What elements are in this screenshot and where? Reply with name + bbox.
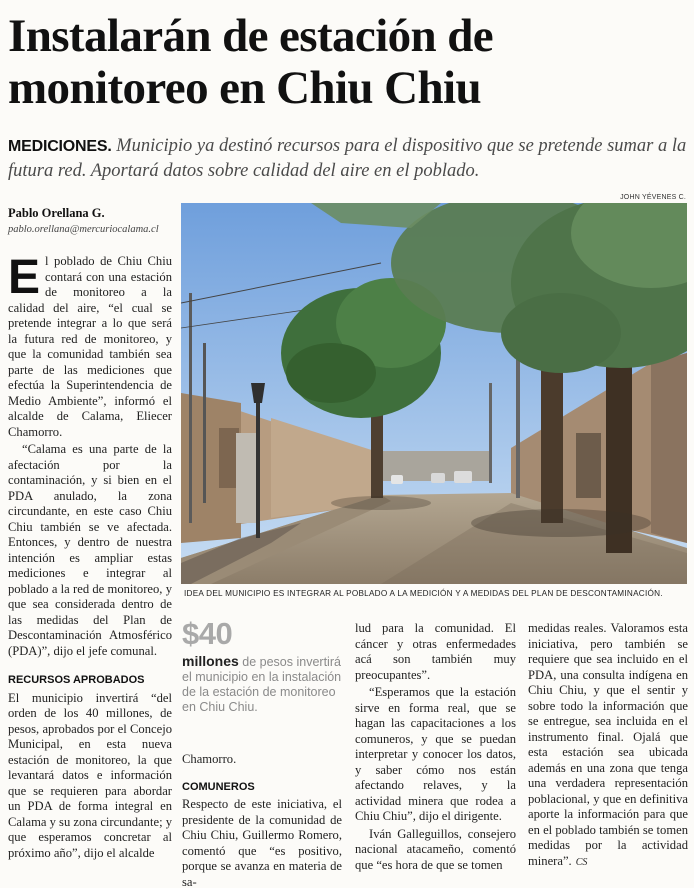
deck [8, 134, 688, 183]
pull-quote-bold: millones [182, 653, 239, 669]
article-column-2 [182, 752, 342, 888]
byline [8, 206, 176, 235]
photo-credit: JOHN YÉVENES C. [620, 194, 686, 201]
drop-cap: E [8, 251, 41, 304]
deck-text: Municipio ya destinó recursos para el dispositivo que se pretende sumar a la futura red. Aportará datos sobre calidad del aire en el poblado. [8, 136, 687, 181]
pull-quote-amount: $40 [182, 616, 233, 651]
col1-paragraph-2: “Calama es una parte de la afectación por la contaminación, y si bien en el PDA anulado, la zona circundante, en este caso Chiu Chiu también se ve afectada. Entonces, y dentro de nuestra intención es ampliar estas mediciones e integrar al poblado a la red de monitoreo, y que sea considerada dentro de las medidas del Plan de Descontaminación Atmosférico (PDA)”, dijo el jefe comunal. [8, 442, 172, 658]
headline: Instalarán de estación de monitoreo en Chiu Chiu [8, 10, 494, 114]
photo-caption: IDEA DEL MUNICIPIO ES INTEGRAR AL POBLADO A LA MEDICIÓN Y A MEDIDAS DEL PLAN DE DESCONTAMINACIÓN. [184, 589, 663, 598]
col1-paragraph-1: l poblado de Chiu Chiu contará con una estación de monitoreo a la calidad del aire, “el cual se pretende integrar a lo que será la futura red de monitoreo, y que la comunidad también sea parte de las mediciones que efectúa la Superintendencia de Medio Ambiente”, informó el alcalde de Calama, Eliecer Chamorro. [8, 254, 172, 439]
article-column-3 [355, 621, 516, 875]
pull-quote [182, 616, 342, 715]
article-column-4 [528, 621, 688, 872]
article-column-1 [8, 251, 173, 863]
subhead-comuneros: COMUNEROS [182, 780, 255, 793]
col1-paragraph-3: El municipio invertirá “del orden de los 40 millones, de pesos, aprobados por el Concejo Municipal, en esta nueva estación de monitoreo, la que levantará datos e información que se requieren para abordar un PDA de forma integral en Calama y su zona circundante; y que esperamos concretar al próximo año”, dijo el alcalde [8, 690, 173, 860]
col3-paragraph-3: Iván Galleguillos, consejero nacional atacameño, comentó que “es hora de que se tomen [355, 826, 516, 872]
street-scene-illustration [181, 203, 687, 584]
author-name: Pablo Orellana G. [8, 206, 105, 220]
col4-paragraph-1: medidas reales. Valoramos esta iniciativa, pero también se requiere que sea incluido en el PDA, una consulta indígena en Chiu Chiu, y que el sentir y sobre todo la información que se entregue, sea incluida en el instrumento final. Ojalá que esta estación sea ubicada además en una zona que tenga una verdadera representación poblacional, y que en definitiva aporte la información para que en el poblado también se tomen medidas por la actividad minera”. [528, 621, 688, 868]
deck-kicker: MEDICIONES. [8, 138, 112, 155]
col3-paragraph-2: “Esperamos que la estación sirve en forma real, que se hagan las capacitaciones a los comuneros, y que se puedan interpretar y conocer los datos, y saber cómo nos están afectando relaves, y la actividad minera que rodea a Chiu Chiu”, dijo el dirigente. [355, 685, 516, 823]
pull-quote-text [182, 654, 342, 715]
author-email: pablo.orellana@mercuriocalama.cl [8, 224, 159, 235]
pull-quote-body: de pesos invertirá el municipio en la instalación de la estación de monitoreo en Chiu Chiu. [182, 655, 342, 714]
col2-paragraph-2: Respecto de este iniciativa, el presidente de la comunidad de Chiu Chiu, Guillermo Romero, comentó que “es positivo, porque se avanza en materia de sa- [182, 797, 342, 888]
article-photo [181, 203, 687, 584]
end-mark: CS [575, 856, 588, 868]
subhead-recursos-aprobados: RECURSOS APROBADOS [8, 674, 145, 686]
col2-paragraph-1: Chamorro. [182, 752, 237, 766]
col3-paragraph-1: lud para la comunidad. El cáncer y otras enfermedades acá son también muy preocupantes”. [355, 621, 516, 682]
